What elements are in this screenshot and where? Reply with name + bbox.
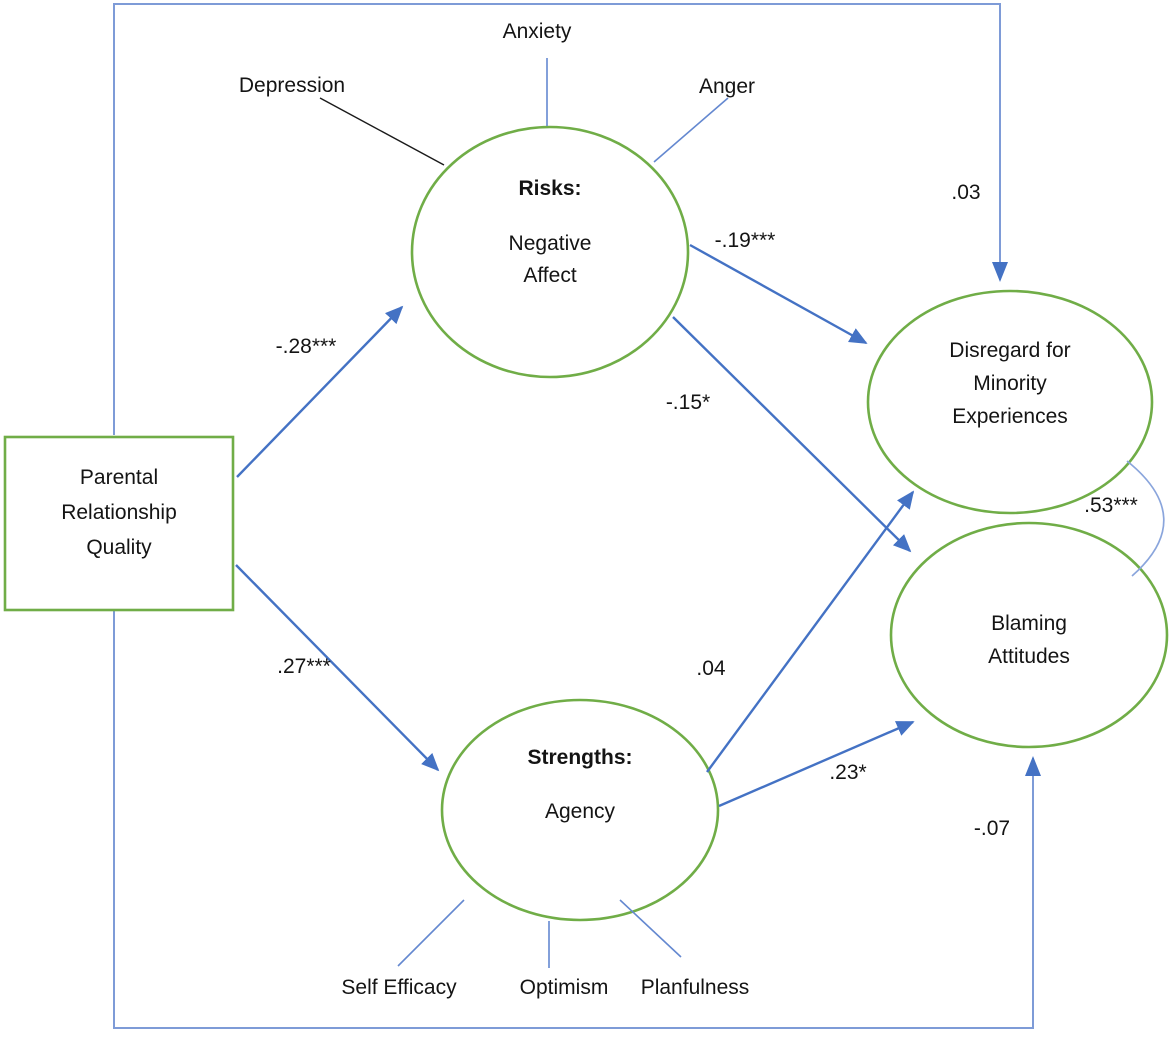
correlation-arc-disregard-blaming (1127, 461, 1164, 576)
risks-label-line2: Affect (523, 264, 577, 287)
indicator-label-optimism: Optimism (519, 976, 609, 999)
strengths-label-line1: Agency (544, 800, 616, 823)
node-blaming-attitudes (891, 523, 1167, 747)
indicator-label-anger: Anger (698, 75, 756, 98)
parental-label-line2: Relationship (61, 501, 177, 524)
indicator-label-self-efficacy: Self Efficacy (341, 976, 457, 999)
disregard-label-line2: Minority (973, 372, 1047, 395)
indicator-label-planfulness: Planfulness (640, 976, 750, 999)
strengths-title: Strengths: (527, 746, 633, 769)
risks-title: Risks: (518, 177, 582, 200)
node-disregard-minority-experiences (868, 291, 1152, 513)
indicator-line-depression (320, 98, 444, 165)
coef-prq-disregard: .03 (951, 181, 981, 204)
arrow-risks-to-disregard (690, 245, 866, 343)
arrow-prq-to-risks (237, 307, 402, 477)
indicator-line-anger (654, 98, 728, 162)
arrow-strengths-to-disregard (707, 492, 913, 772)
arrow-strengths-to-blaming (719, 722, 913, 806)
coef-prq-risks: -.28*** (275, 335, 337, 358)
disregard-label-line3: Experiences (952, 405, 1068, 428)
blaming-label-line1: Blaming (991, 612, 1067, 635)
indicator-label-depression: Depression (238, 74, 346, 97)
parental-label-line3: Quality (86, 536, 152, 559)
indicator-line-planfulness (620, 900, 681, 957)
coef-prq-blaming: -.07 (973, 817, 1011, 840)
indicator-line-self-efficacy (398, 900, 464, 966)
indicator-label-anxiety: Anxiety (502, 20, 572, 43)
arrow-prq-to-strengths (236, 565, 438, 770)
coef-prq-strengths: .27*** (277, 655, 331, 678)
disregard-label-line1: Disregard for (949, 339, 1071, 362)
coef-risks-disregard: -.19*** (714, 229, 776, 252)
parental-label-line1: Parental (79, 466, 159, 489)
risks-label-line1: Negative (508, 232, 592, 255)
blaming-label-line2: Attitudes (988, 645, 1070, 668)
coef-risks-blaming: -.15* (665, 391, 711, 414)
coef-strengths-disregard: .04 (696, 657, 726, 680)
coef-disregard-blaming-corr: .53*** (1084, 494, 1138, 517)
coef-strengths-blaming: .23* (829, 761, 867, 784)
